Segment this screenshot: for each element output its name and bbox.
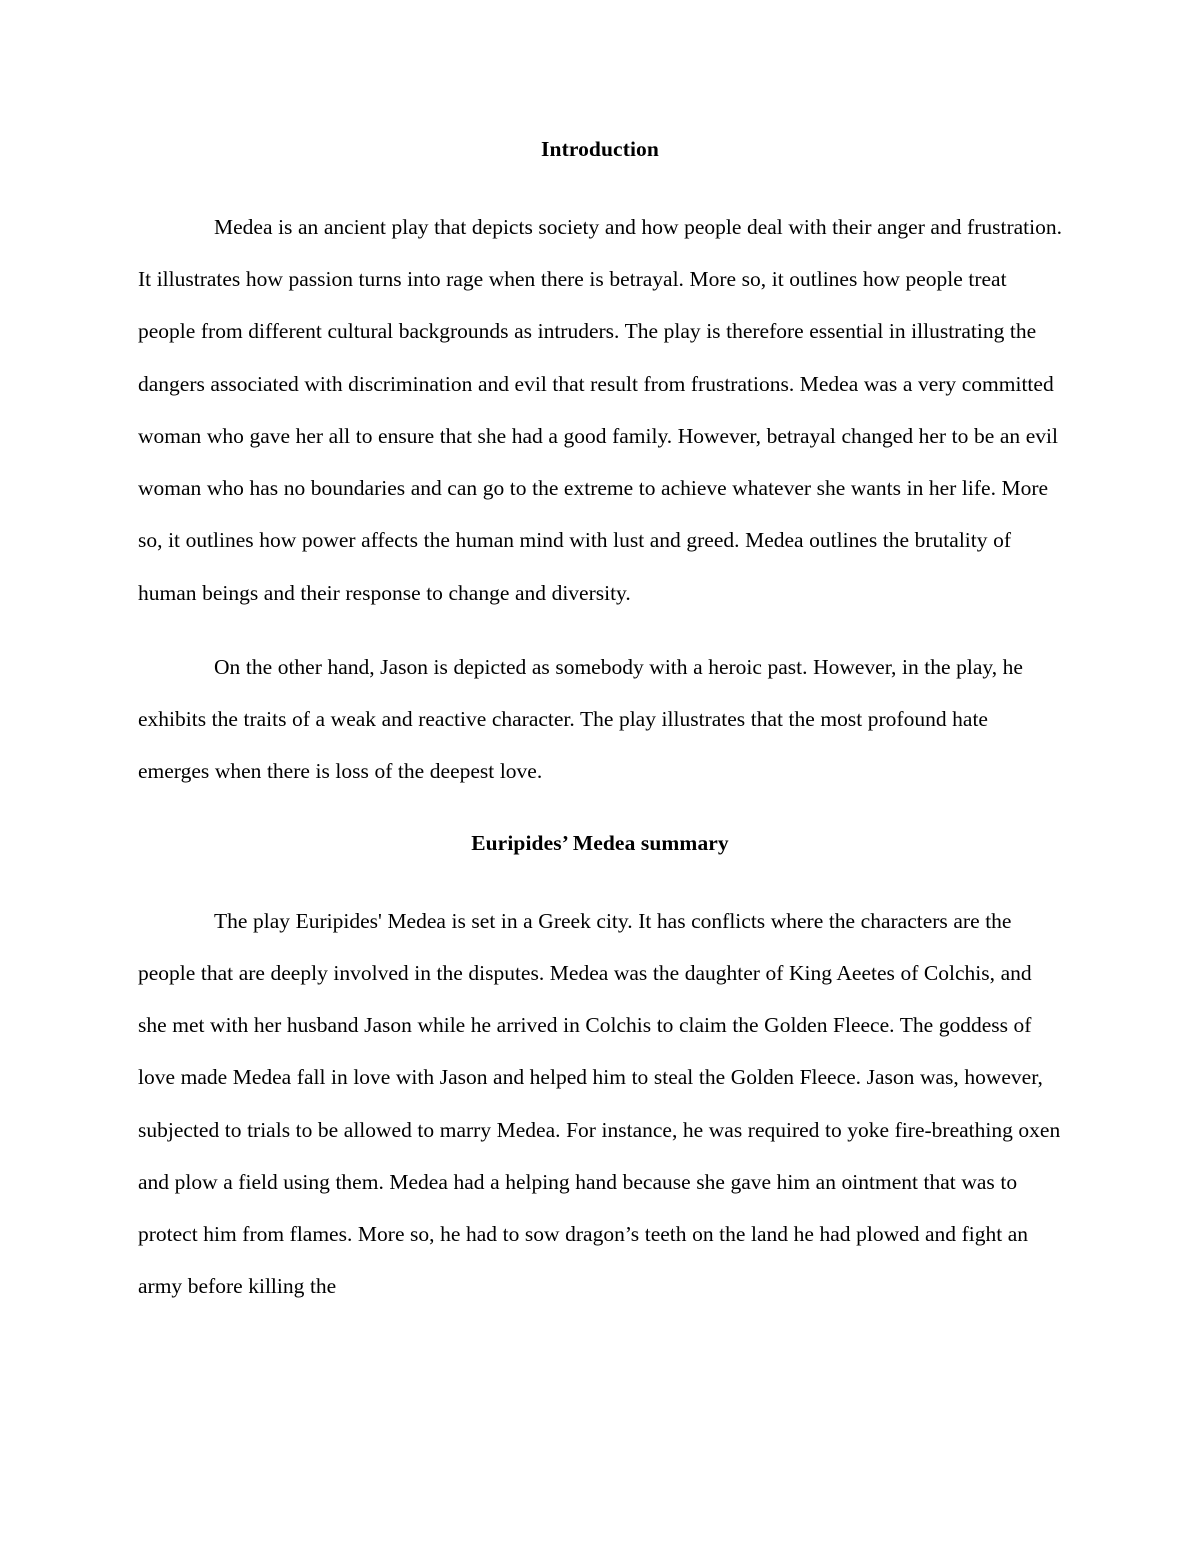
paragraph: The play Euripides' Medea is set in a Greek city. It has conflicts where the characters are the people that are deeply involved in the disputes. Medea was the daughter of King Aeetes of Colchis, and she met with her husband Jason while he arrived in Colchis to claim the Golden Fleece. The goddess of love made Medea fall in love with Jason and helped him to steal the Golden Fleece. Jason was, however, subjected to trials to be allowed to marry Medea. For instance, he was required to yoke fire-breathing oxen and plow a field using them. Medea had a helping hand because she gave him an ointment that was to protect him from flames. More so, he had to sow dragon’s teeth on the land he had plowed and fight an army before killing the: [138, 908, 1061, 1299]
paragraph: On the other hand, Jason is depicted as somebody with a heroic past. However, in the play, he exhibits the traits of a weak and reactive character. The play illustrates that the most profound hate emerges when there is loss of the deepest love.: [138, 654, 1023, 784]
section-heading-introduction: Introduction: [541, 137, 659, 161]
document-body: [138, 128, 1062, 1312]
spacer: [138, 798, 1062, 822]
section-heading-euripides-medea-summary: Euripides’ Medea summary: [471, 830, 729, 855]
spacer: [138, 171, 1062, 201]
paragraph: Medea is an ancient play that depicts society and how people deal with their anger and frustration. It illustrates how passion turns into rage when there is betrayal. More so, it outlines how people treat people from different cultural backgrounds as intruders. The play is therefore essential in illustrating the dangers associated with discrimination and evil that result from frustrations. Medea was a very committed woman who gave her all to ensure that she had a good family. However, betrayal changed her to be an evil woman who has no boundaries and can go to the extreme to achieve whatever she wants in her life. More so, it outlines how power affects the human mind with lust and greed. Medea outlines the brutality of human beings and their response to change and diversity.: [138, 215, 1062, 605]
spacer: [138, 865, 1062, 895]
spacer: [138, 619, 1062, 641]
